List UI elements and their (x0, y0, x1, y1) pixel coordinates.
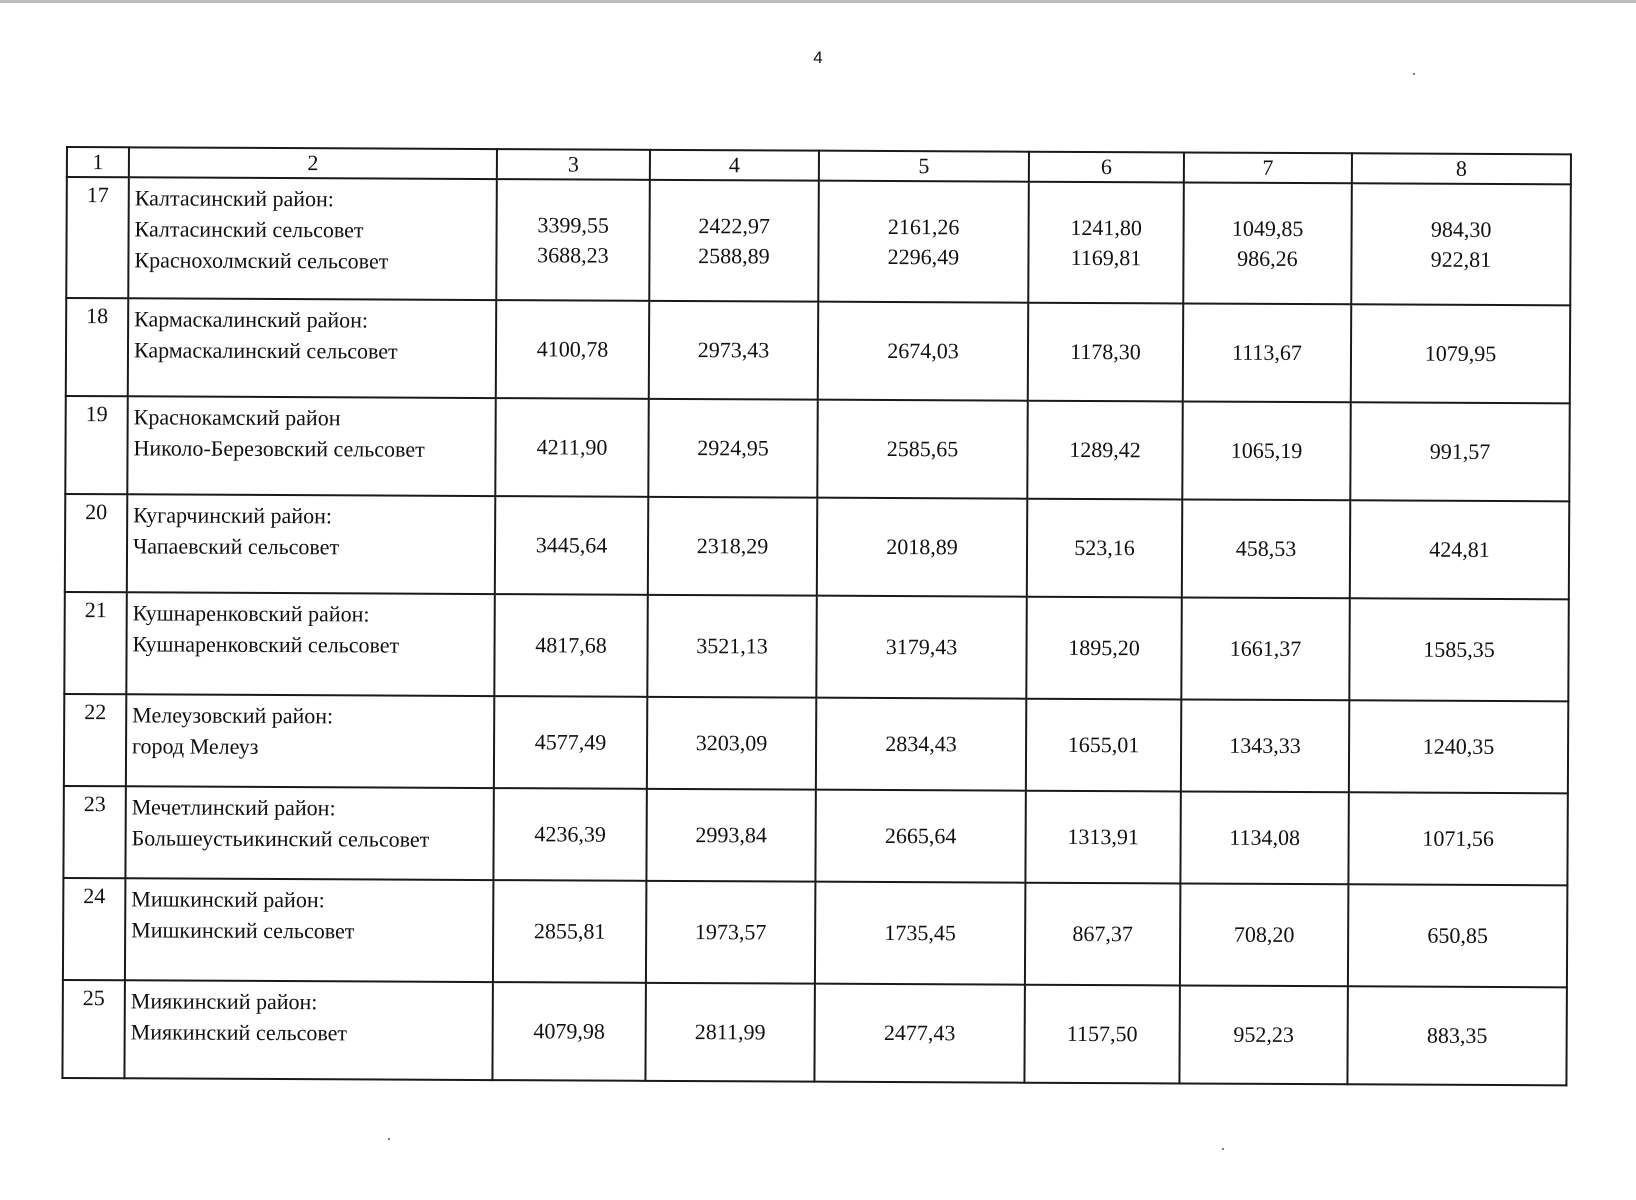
district-name-cell (127, 396, 495, 496)
row-number: 21 (64, 592, 126, 694)
district-name-cell (125, 786, 493, 880)
value-cell: 2318,29 (648, 497, 817, 596)
value-cell: 1157,50 (1024, 985, 1179, 1084)
value-cell: 2834,43 (816, 698, 1026, 791)
district-name: Мишкинский район: (131, 886, 325, 913)
district-name-cell (124, 980, 492, 1080)
value-cell: 4079,98 (492, 982, 645, 1081)
value-cell (1351, 183, 1571, 305)
value-cell: 1071,56 (1348, 792, 1567, 885)
value-cell: 1585,35 (1349, 598, 1568, 701)
page-number: 4 (813, 48, 823, 67)
value-cell: 1113,67 (1183, 303, 1351, 402)
row-number: 17 (66, 177, 129, 298)
value-cell: 2811,99 (645, 983, 814, 1082)
value-cell: 1134,08 (1180, 791, 1348, 884)
row-number: 18 (66, 298, 128, 396)
value-cell: 1655,01 (1026, 699, 1181, 792)
scan-speck (1222, 1148, 1224, 1150)
table-row (64, 592, 1568, 701)
value-cell: 1895,20 (1026, 597, 1181, 700)
value-cell: 2674,03 (818, 302, 1028, 401)
value-cell: 650,85 (1348, 884, 1567, 987)
value-cell: 1240,35 (1349, 700, 1568, 793)
value: 1241,80 (1070, 214, 1142, 240)
table-row (65, 494, 1569, 599)
value: 2422,97 (698, 212, 770, 238)
value-cell: 1289,42 (1027, 401, 1182, 500)
settlement-name: Мишкинский сельсовет (131, 917, 355, 944)
value-cell: 1661,37 (1181, 597, 1349, 700)
value-cell: 867,37 (1025, 883, 1180, 986)
value-cell: 2924,95 (648, 399, 817, 498)
district-name: Краснокамский район (133, 404, 341, 431)
settlement-name: город Мелеуз (132, 733, 259, 759)
value-cell: 1313,91 (1025, 791, 1180, 884)
settlement-name: Большеустьикинский сельсовет (131, 825, 430, 852)
value-cell: 424,81 (1350, 500, 1569, 599)
value-cell: 1343,33 (1181, 699, 1349, 792)
value-cell: 4577,49 (494, 696, 647, 789)
district-name: Кармаскалинский район: (134, 306, 369, 333)
table-row (63, 786, 1567, 885)
row-number: 22 (64, 694, 126, 786)
value-cell: 3179,43 (816, 596, 1026, 699)
settlement-name: Краснохолмский сельсовет (134, 247, 389, 274)
value-cell: 4236,39 (493, 788, 646, 881)
value-cell: 952,23 (1179, 985, 1347, 1084)
value-cell: 458,53 (1182, 499, 1350, 598)
row-number: 23 (63, 786, 125, 878)
settlement-name: Миякинский сельсовет (130, 1019, 348, 1046)
value-cell: 4211,90 (495, 398, 648, 497)
settlement-name: Кармаскалинский сельсовет (133, 337, 398, 364)
header-cell: 7 (1184, 152, 1352, 183)
value-cell: 1178,30 (1028, 303, 1183, 402)
value-cell: 1065,19 (1182, 401, 1350, 500)
value: 1049,85 (1231, 215, 1304, 241)
district-name: Мелеузовский район: (132, 702, 334, 729)
header-cell: 3 (497, 149, 650, 180)
value-cell: 2585,65 (817, 400, 1027, 499)
value-cell: 2993,84 (646, 789, 815, 882)
row-number: 25 (62, 980, 124, 1078)
value-cell: 2477,43 (814, 984, 1024, 1083)
header-cell: 1 (67, 147, 129, 177)
value: 984,30 (1430, 216, 1492, 242)
district-name: Кугарчинский район: (133, 502, 333, 529)
district-name-cell (126, 694, 494, 788)
value-cell (818, 181, 1029, 303)
value-cell: 2018,89 (817, 498, 1027, 597)
district-name: Калтасинский район: (134, 185, 335, 212)
district-name: Мечетлинский район: (131, 794, 336, 821)
settlement-name: Чапаевский сельсовет (132, 533, 340, 560)
row-number: 24 (63, 878, 125, 980)
table-row (66, 177, 1571, 305)
header-cell: 4 (650, 150, 819, 181)
header-cell: 6 (1029, 152, 1184, 183)
value-cell: 3521,13 (647, 595, 816, 698)
settlement-name: Кушнаренковский сельсовет (132, 631, 400, 658)
district-name-cell (126, 592, 494, 696)
table-row (63, 878, 1567, 987)
value-cell: 4100,78 (496, 300, 649, 399)
table-row (62, 980, 1566, 1085)
value-cell (649, 180, 819, 302)
row-number: 20 (65, 494, 127, 592)
settlement-name: Николо-Березовский сельсовет (133, 435, 425, 462)
value-cell (1183, 182, 1352, 304)
value-cell: 4817,68 (494, 594, 647, 697)
value-cell: 2973,43 (649, 301, 818, 400)
value: 2588,89 (698, 242, 770, 268)
scan-speck (1413, 73, 1415, 75)
district-name-cell (127, 494, 495, 594)
header-cell: 8 (1352, 153, 1571, 184)
value-cell: 3203,09 (647, 697, 816, 790)
table-row (66, 298, 1570, 403)
value-cell (1028, 182, 1184, 304)
value-cell: 1973,57 (646, 881, 815, 984)
scan-edge (0, 0, 1636, 3)
district-name: Кушнаренковский район: (132, 600, 370, 627)
value: 986,26 (1237, 245, 1298, 271)
district-name-cell (125, 878, 493, 982)
value-cell: 1735,45 (815, 882, 1025, 985)
value-cell: 883,35 (1347, 986, 1566, 1085)
value-cell (496, 179, 650, 301)
data-table (61, 146, 1572, 1086)
scan-speck (388, 1138, 390, 1140)
table-row (65, 396, 1569, 501)
value-cell: 2665,64 (815, 790, 1025, 883)
value-cell: 708,20 (1180, 883, 1348, 986)
value: 1169,81 (1070, 244, 1142, 270)
value: 2161,26 (887, 213, 960, 239)
settlement-name: Калтасинский сельсовет (134, 216, 364, 243)
district-name: Миякинский район: (130, 988, 318, 1015)
value-cell: 523,16 (1027, 499, 1182, 598)
value-cell: 1079,95 (1351, 304, 1570, 403)
value-cell: 2855,81 (493, 880, 646, 983)
header-cell: 2 (129, 147, 497, 179)
value: 3688,23 (537, 241, 609, 268)
value: 922,81 (1430, 246, 1492, 272)
row-number: 19 (65, 396, 127, 494)
value-cell: 3445,64 (495, 496, 648, 595)
value: 2296,49 (887, 243, 960, 269)
district-name-cell (128, 177, 497, 300)
value-cell: 991,57 (1350, 402, 1569, 501)
value: 3399,55 (537, 211, 609, 238)
district-name-cell (128, 298, 496, 398)
header-cell: 5 (819, 151, 1029, 182)
table-row (64, 694, 1568, 793)
